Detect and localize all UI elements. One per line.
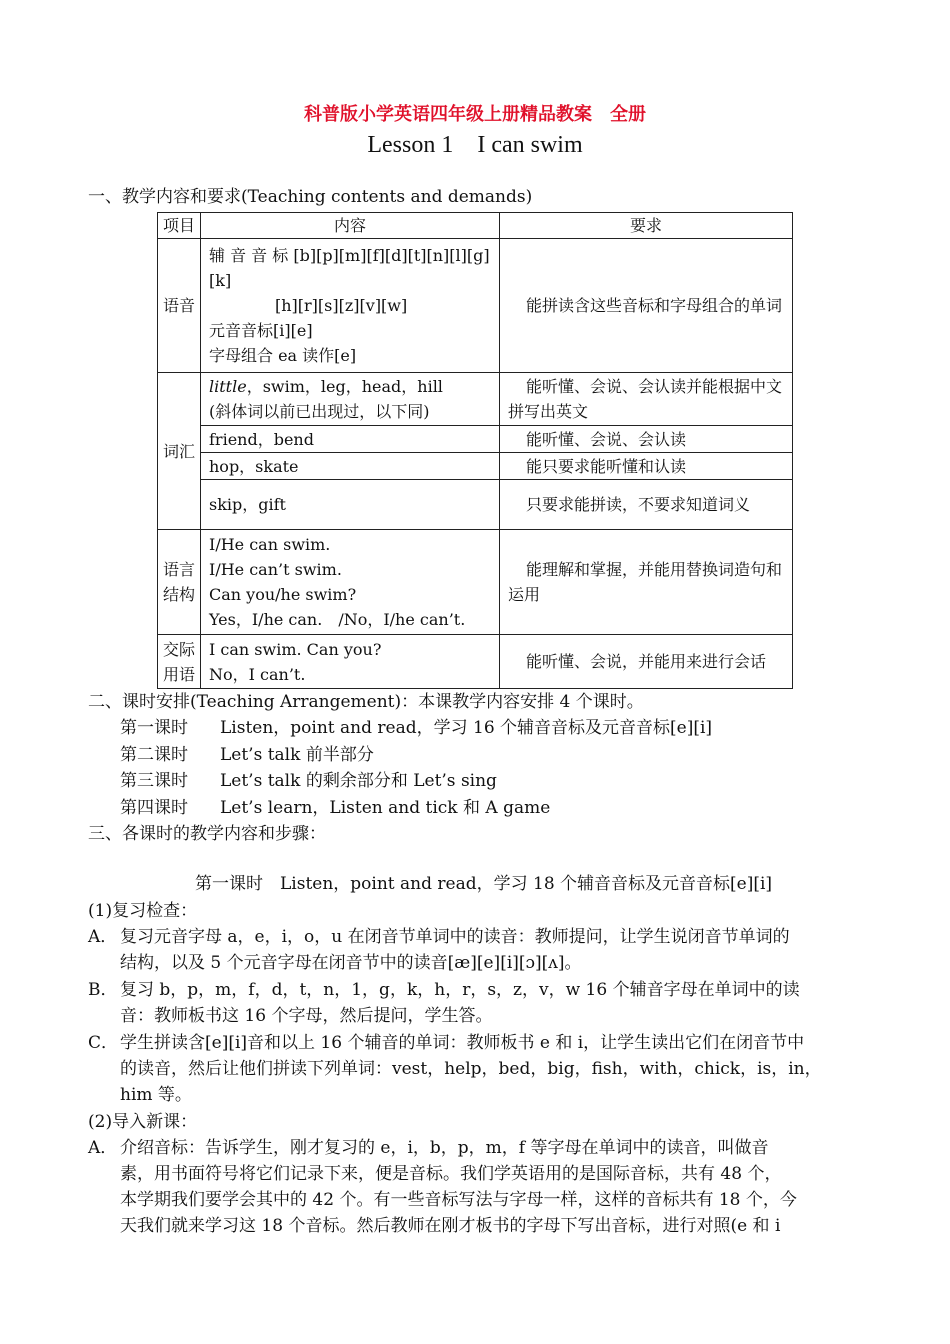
vocab-row-3-content: hop，skate <box>201 453 500 480</box>
structure-line-1: I/He can swim. <box>209 535 331 554</box>
item-line: 复习元音字母 a，e，i，o，u 在闭音节单词中的读音：教师提问，让学生说闭音节单词的 <box>120 927 790 947</box>
schedule-label: 第二课时 <box>120 745 188 765</box>
phonics-requirement: 能拼读含这些音标和字母组合的单词 <box>500 239 793 373</box>
structure-line-3: Can you/he swim? <box>209 585 357 604</box>
structure-label: 语言结构 <box>158 530 201 635</box>
communication-label: 交际用语 <box>158 635 201 689</box>
section-2-heading: 二、课时安排(Teaching Arrangement)：本课教学内容安排 4 个课时。 <box>88 692 644 712</box>
document-title: 科普版小学英语四年级上册精品教案 全册 <box>304 104 646 125</box>
vocab-row-1-words: ，swim，leg，head，hill <box>246 377 443 396</box>
table-header-row <box>158 213 793 239</box>
item-line: 天我们就来学习这 18 个音标。然后教师在刚才板书的字母下写出音标，进行对照(e 和 i <box>120 1216 781 1236</box>
review-item-c <box>88 1030 833 1108</box>
review-item-b <box>88 977 833 1029</box>
structure-line-2: I/He can’t swim. <box>209 560 342 579</box>
communication-requirement: 能听懂、会说，并能用来进行会话 <box>500 635 793 689</box>
item-line: 的读音，然后让他们拼读下列单词：vest，help，bed，big，fish，with，chick，is，in， <box>120 1059 822 1079</box>
phonics-line-1: 辅 音 音 标 [b][p][m][f][d][t][n][l][g][k] <box>209 246 490 290</box>
item-line: 音：教师板书这 16 个字母，然后提问，学生答。 <box>120 1006 493 1026</box>
phonics-line-2: [h][r][s][z][v][w] <box>275 296 408 315</box>
table-row-vocab-4 <box>158 480 793 530</box>
vocab-row-1-content <box>201 373 500 426</box>
table-row-vocab-2 <box>158 426 793 453</box>
vocab-row-4-requirement: 只要求能拼读，不要求知道词义 <box>500 480 793 530</box>
teaching-content-table <box>157 212 793 689</box>
schedule-label: 第一课时 <box>120 718 188 738</box>
phonics-line-4: 字母组合 ea 读作[e] <box>209 346 357 365</box>
item-line: 学生拼读含[e][i]音和以上 16 个辅音的单词：教师板书 e 和 i，让学生读出它们在闭音节中 <box>120 1033 805 1053</box>
schedule-item <box>120 717 712 739</box>
section-1-heading: 一、教学内容和要求(Teaching contents and demands) <box>88 187 533 207</box>
item-label: B． <box>88 980 118 1000</box>
vocab-row-1-note: (斜体词以前已出现过，以下同) <box>209 402 430 421</box>
intro-item-a <box>88 1135 833 1239</box>
item-label: C． <box>88 1033 119 1053</box>
structure-line-4: Yes，I/he can. /No，I/he can’t. <box>209 610 466 629</box>
lesson-title: Lesson 1 I can swim <box>367 132 583 158</box>
structure-content <box>201 530 500 635</box>
schedule-text: Listen，point and read，学习 16 个辅音音标及元音音标[e][i] <box>220 718 713 738</box>
item-line: 介绍音标：告诉学生，刚才复习的 e，i，b，p，m，f 等字母在单词中的读音，叫做音 <box>120 1138 769 1158</box>
header-content: 内容 <box>201 213 500 239</box>
item-line: 结构，以及 5 个元音字母在闭音节中的读音[æ][e][i][ɔ][ʌ]。 <box>120 953 582 973</box>
communication-line-2: No，I can’t. <box>209 664 306 684</box>
item-label: A． <box>88 927 118 947</box>
vocab-row-2-content: friend，bend <box>201 426 500 453</box>
header-requirement: 要求 <box>500 213 793 239</box>
schedule-item <box>120 797 550 819</box>
schedule-label: 第四课时 <box>120 798 188 818</box>
item-label: A． <box>88 1138 118 1158</box>
period-1-title: 第一课时 Listen，point and read，学习 18 个辅音音标及元音音标[e][i] <box>195 874 773 894</box>
table-row-structure <box>158 530 793 635</box>
communication-content <box>201 635 500 689</box>
vocab-row-4-content: skip，gift <box>201 480 500 530</box>
vocab-label: 词汇 <box>158 373 201 530</box>
communication-line-1: I can swim. Can you? <box>209 639 382 659</box>
header-item: 项目 <box>158 213 201 239</box>
review-item-a <box>88 924 833 976</box>
schedule-item <box>120 770 497 792</box>
schedule-text: Let’s talk 的剩余部分和 Let’s sing <box>220 771 497 791</box>
phonics-label: 语音 <box>158 239 201 373</box>
vocab-italic-word: little <box>209 377 247 396</box>
structure-requirement: 能理解和掌握，并能用替换词造句和运用 <box>500 530 793 635</box>
schedule-text: Let’s learn，Listen and tick 和 A game <box>220 798 551 818</box>
item-line: 本学期我们要学会其中的 42 个。有一些音标写法与字母一样，这样的音标共有 18 个，今 <box>120 1190 797 1210</box>
vocab-row-3-requirement: 能只要求能听懂和认读 <box>500 453 793 480</box>
table-row-phonics <box>158 239 793 373</box>
vocab-row-2-requirement: 能听懂、会说、会认读 <box>500 426 793 453</box>
schedule-text: Let’s talk 前半部分 <box>220 745 374 765</box>
review-heading: (1)复习检查： <box>88 901 198 921</box>
phonics-line-3: 元音音标[i][e] <box>209 321 313 340</box>
table-row-vocab-3 <box>158 453 793 480</box>
intro-heading: (2)导入新课： <box>88 1112 198 1132</box>
schedule-label: 第三课时 <box>120 771 188 791</box>
table-row-vocab-1 <box>158 373 793 426</box>
item-line: 复习 b，p，m，f，d，t，n，1，g，k，h，r，s，z，v，w 16 个辅音字母在单词中的读 <box>120 980 800 1000</box>
vocab-row-1-requirement: 能听懂、会说、会认读并能根据中文拼写出英文 <box>500 373 793 426</box>
item-line: 素，用书面符号将它们记录下来，便是音标。我们学英语用的是国际音标，共有 48 个， <box>120 1164 782 1184</box>
section-3-heading: 三、各课时的教学内容和步骤： <box>88 824 326 844</box>
schedule-item <box>120 744 374 766</box>
table-row-communication <box>158 635 793 689</box>
phonics-content <box>201 239 500 373</box>
item-line: him 等。 <box>120 1085 192 1105</box>
